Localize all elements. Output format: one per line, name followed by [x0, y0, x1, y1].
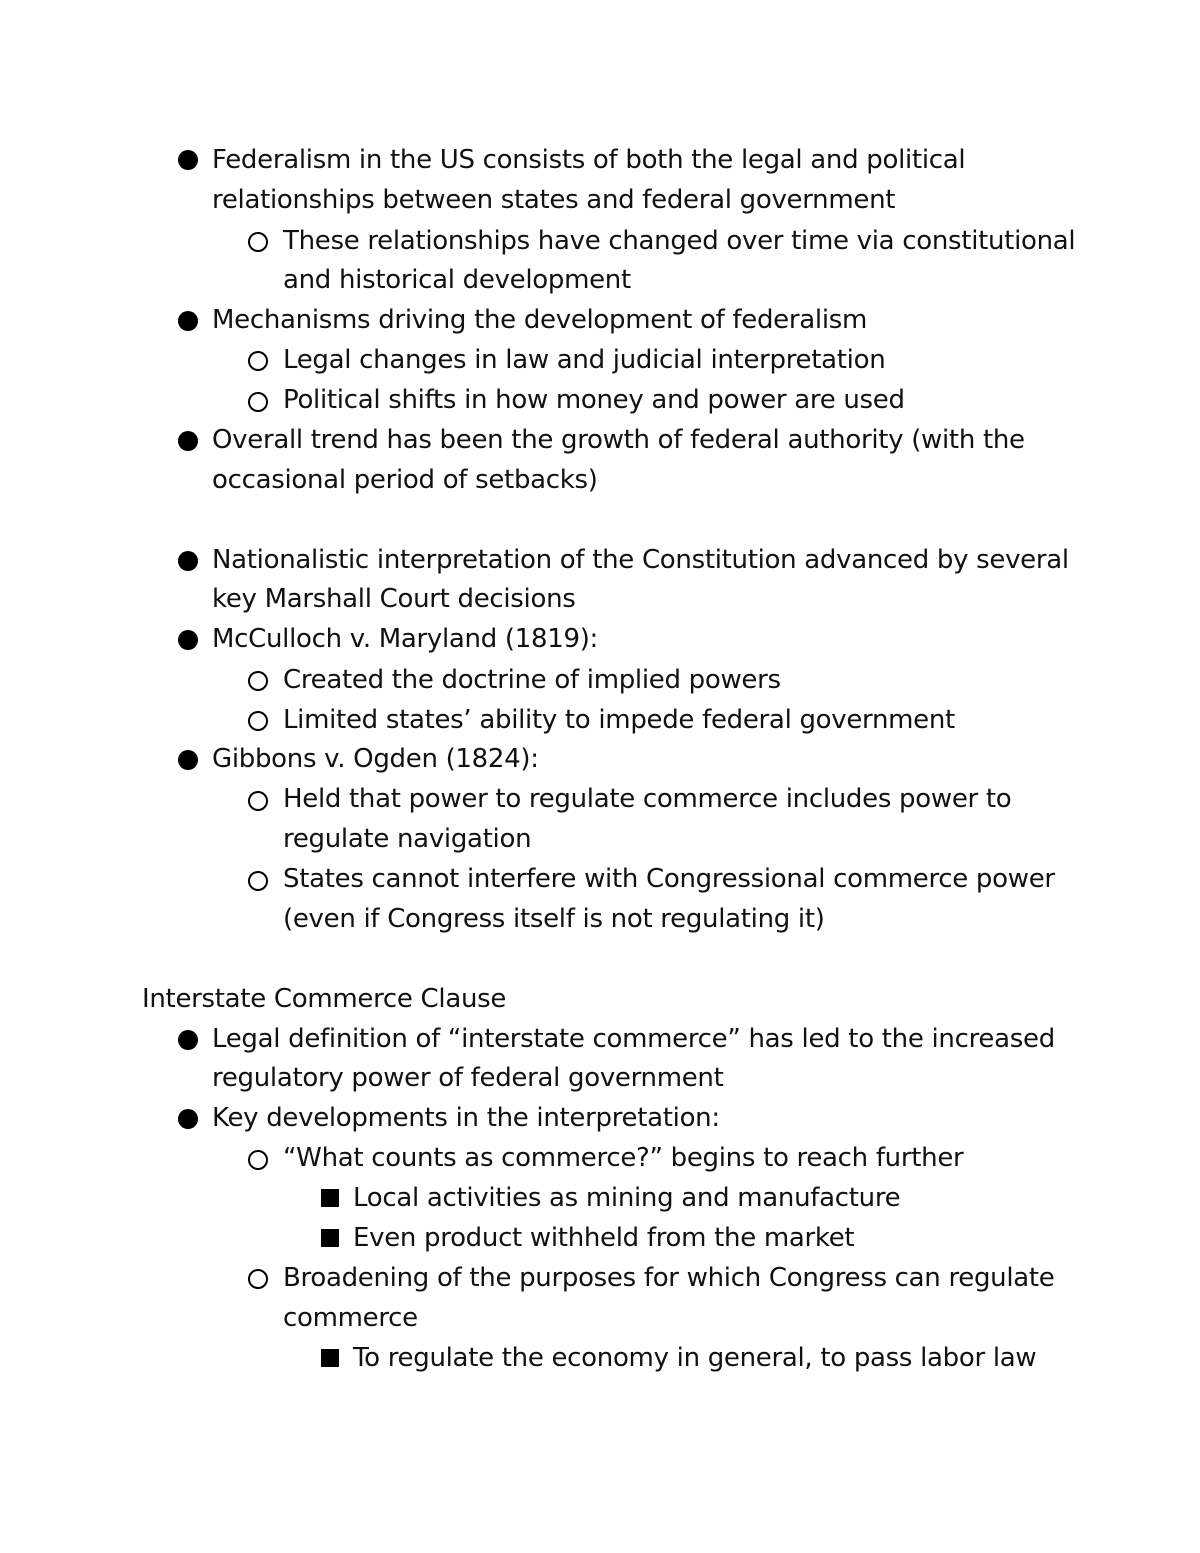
bullet-text: Overall trend has been the growth of federal authority (with the: [212, 425, 1025, 455]
bullet-disc-icon: [178, 150, 198, 170]
sub-bullet-text: commerce: [283, 1303, 418, 1333]
bullet-text: key Marshall Court decisions: [212, 584, 576, 614]
bullet-circle-icon: [248, 232, 268, 252]
bullet-circle-icon: [248, 392, 268, 412]
bullet-circle-icon: [248, 871, 268, 891]
sub-bullet-text: States cannot interfere with Congressional commerce power: [283, 864, 1055, 894]
sub-bullet-text: Political shifts in how money and power are used: [283, 385, 905, 415]
bullet-disc-icon: [178, 1109, 198, 1129]
sub-bullet-text: Legal changes in law and judicial interpretation: [283, 345, 886, 375]
bullet-disc-icon: [178, 431, 198, 451]
bullet-circle-icon: [248, 711, 268, 731]
bullet-circle-icon: [248, 1150, 268, 1170]
bullet-text: Legal definition of “interstate commerce” has led to the increased: [212, 1024, 1055, 1054]
sub-bullet-text: “What counts as commerce?” begins to reach further: [283, 1143, 964, 1173]
bullet-text: Nationalistic interpretation of the Constitution advanced by several: [212, 545, 1069, 575]
sub-bullet-text: Held that power to regulate commerce includes power to: [283, 784, 1012, 814]
sub-sub-bullet-text: To regulate the economy in general, to pass labor law: [353, 1343, 1037, 1373]
sub-bullet-text: Created the doctrine of implied powers: [283, 665, 781, 695]
bullet-disc-icon: [178, 750, 198, 770]
bullet-circle-icon: [248, 671, 268, 691]
bullet-text: regulatory power of federal government: [212, 1063, 724, 1093]
bullet-text: McCulloch v. Maryland (1819):: [212, 624, 599, 654]
sub-bullet-text: Limited states’ ability to impede federal government: [283, 705, 955, 735]
bullet-disc-icon: [178, 630, 198, 650]
bullet-square-icon: [321, 1189, 339, 1207]
sub-bullet-text: These relationships have changed over time via constitutional: [283, 226, 1076, 256]
bullet-disc-icon: [178, 551, 198, 571]
bullet-circle-icon: [248, 1269, 268, 1289]
bullet-text: Key developments in the interpretation:: [212, 1103, 720, 1133]
bullet-circle-icon: [248, 351, 268, 371]
bullet-text: occasional period of setbacks): [212, 465, 598, 495]
sub-bullet-text: and historical development: [283, 265, 631, 295]
sub-sub-bullet-text: Local activities as mining and manufacture: [353, 1183, 901, 1213]
bullet-text: relationships between states and federal government: [212, 185, 896, 215]
bullet-text: Mechanisms driving the development of federalism: [212, 305, 868, 335]
bullet-text: Federalism in the US consists of both the legal and political: [212, 145, 966, 175]
bullet-disc-icon: [178, 311, 198, 331]
bullet-text: Gibbons v. Ogden (1824):: [212, 744, 539, 774]
section-heading: Interstate Commerce Clause: [142, 984, 507, 1014]
bullet-square-icon: [321, 1349, 339, 1367]
sub-sub-bullet-text: Even product withheld from the market: [353, 1223, 855, 1253]
sub-bullet-text: regulate navigation: [283, 824, 532, 854]
bullet-disc-icon: [178, 1030, 198, 1050]
sub-bullet-text: (even if Congress itself is not regulating it): [283, 904, 825, 934]
sub-bullet-text: Broadening of the purposes for which Congress can regulate: [283, 1263, 1055, 1293]
bullet-circle-icon: [248, 791, 268, 811]
bullet-square-icon: [321, 1229, 339, 1247]
